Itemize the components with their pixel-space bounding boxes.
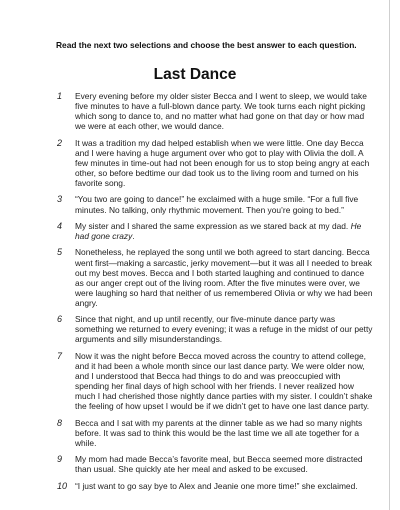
paragraph-text: “I just want to go say bye to Alex and Jeanie one more time!” she exclaimed.: [75, 480, 358, 491]
paragraph-8: [56, 418, 374, 448]
paragraph-text: Now it was the night before Becca moved across the country to attend college, and it had been a whole month since our last dance party. We were older now, and I understood that Becca had things to do and was preoccupied with spending her final days of high school with her friends. I never realized how much I had cherished those nightly dance parties with my sister. I couldn’t shake the feeling of how upset I would be if we didn’t get to have one last dance party.: [75, 350, 373, 412]
paragraph-text: Becca and I sat with my parents at the dinner table as we had so many nights before. It was sad to think this would be the last time we all ate together for a while.: [75, 417, 363, 448]
paragraph-number: 9: [57, 454, 63, 465]
paragraph-7: [56, 351, 374, 412]
paragraph-text: [75, 221, 361, 241]
paragraph-text: Since that night, and up until recently, our five-minute dance party was something we returned to every evening; it was a refuge in the midst of our petty arguments and silly misunderstandings.: [75, 314, 373, 345]
paragraph-text: Every evening before my older sister Becca and I went to sleep, we would take five minutes to have a full-blown dance party. We took turns each night picking which song to dance to, and no matter what had gone on that day or how mad we were at each other, we would dance.: [75, 91, 367, 132]
paragraph-number: 1: [57, 91, 63, 101]
paragraph-text: “You two are going to dance!” he exclaimed with a huge smile. “For a full five minutes. No talking, only rhythmic movement. Then you’re going to bed.”: [75, 194, 359, 215]
paragraph-number: 5: [57, 247, 63, 258]
paragraph-number: 2: [57, 137, 63, 148]
paragraph-text-plain: My sister and I shared the same expression as we stared back at my dad.: [75, 220, 351, 231]
paragraph-3: [56, 194, 374, 214]
paragraph-text: Nonetheless, he replayed the song until we both agreed to start dancing. Becca went first—making a sarcastic, jerky movement—but it was all I needed to break out my best moves. Becca and I both started laughing and continued to dance as our anger crept out of the living room. After the five minutes were over, we were laughing so hard that neither of us remembered Olivia or why we had been angry.: [75, 247, 373, 308]
paragraph-9: [56, 454, 374, 474]
paragraph-4: [56, 221, 374, 241]
instructions-text: Read the next two selections and choose the best answer to each question.: [56, 40, 357, 50]
paragraph-number: 8: [57, 417, 63, 428]
paragraph-6: [56, 314, 374, 344]
paragraph-number: 4: [57, 220, 63, 231]
paragraph-5: [56, 247, 374, 308]
paragraph-2: [56, 138, 374, 188]
paragraph-1: [56, 91, 374, 131]
paragraph-number: 3: [57, 194, 63, 205]
paragraph-10: [56, 481, 374, 491]
passage-body: [56, 91, 374, 497]
paragraph-text-italic: He had gone crazy: [75, 220, 362, 242]
paragraph-number: 6: [57, 314, 63, 325]
paragraph-number: 7: [57, 350, 63, 361]
paragraph-number: 10: [57, 480, 68, 491]
paragraph-text: It was a tradition my dad helped establish when we were little. One day Becca and I were having a huge argument over who got to play with Olivia the doll. A few minutes in time-out had not been enough for us to stop being angry at each other, so before bedtime our dad took us to the living room and turned on his favorite song.: [75, 137, 370, 189]
paragraph-text: My mom had made Becca’s favorite meal, but Becca seemed more distracted than usual. She quickly ate her meal and asked to be excused.: [75, 454, 363, 475]
paragraph-text-end: .: [132, 231, 135, 242]
passage-title: Last Dance: [153, 66, 237, 83]
